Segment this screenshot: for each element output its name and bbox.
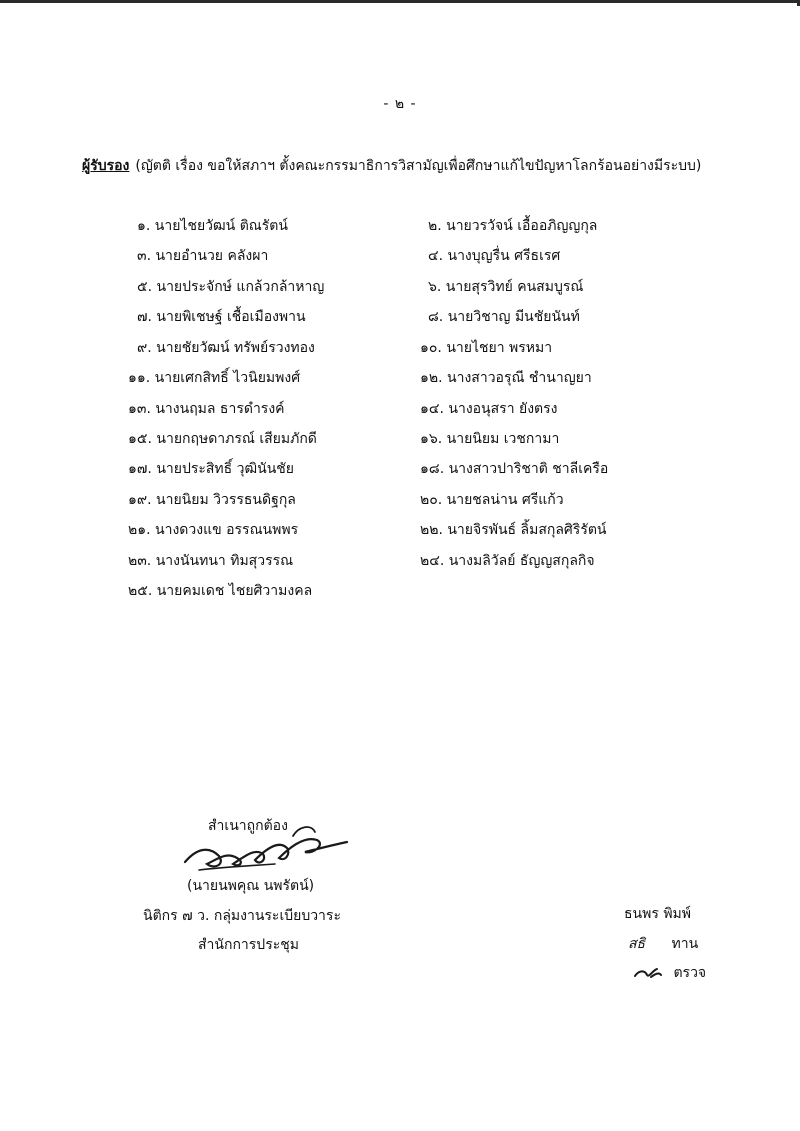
reviewer-row: [628, 933, 698, 955]
checker-row: [633, 962, 706, 984]
checker-initial-mark: [633, 966, 663, 980]
signer-item: ๒. นายวรวัจน์ เอื้ออภิญญกุล: [428, 218, 598, 234]
signer-item: ๑๙. นายนิยม วิวรรธนดิฐกุล: [128, 492, 296, 508]
typist-note: ธนพร พิมพ์: [624, 906, 691, 922]
signer-item: ๒๑. นางดวงแข อรรณนพพร: [128, 522, 299, 538]
signer-item: ๑. นายไชยวัฒน์ ติณรัตน์: [137, 218, 288, 234]
signer-item: ๑๒. นางสาวอรุณี ชำนาญยา: [420, 370, 592, 386]
signer-item: ๑๕. นายกฤษดาภรณ์ เสียมภักดี: [128, 431, 317, 447]
reviewer-initial: สธิ: [628, 936, 646, 952]
signer-item: ๔. นางบุญรื่น ศรีธเรศ: [428, 248, 561, 264]
reviewer-action: ทาน: [671, 936, 699, 952]
certifier-name: (นายนพคุณ นพรัตน์): [187, 878, 315, 894]
signer-item: ๑๘. นางสาวปาริชาติ ชาลีเครือ: [420, 461, 609, 477]
signer-item: ๒๐. นายชลน่าน ศรีแก้ว: [420, 492, 564, 508]
header-label: ผู้รับรอง: [82, 158, 130, 174]
checker-action: ตรวจ: [673, 965, 707, 981]
header-text: (ญัตติ เรื่อง ขอให้สภาฯ ตั้งคณะกรรมาธิการวิสามัญเพื่อศึกษาแก้ไขปัญหาโลกร้อนอย่างมีระบบ): [135, 158, 702, 174]
signer-item: ๘. นายวิชาญ มีนชัยนันท์: [428, 309, 580, 325]
signer-item: ๒๒. นายจิรพันธ์ ลิ้มสกุลศิริรัตน์: [420, 522, 607, 538]
signer-item: ๑๗. นายประสิทธิ์ วุฒินันชัย: [128, 461, 294, 477]
signer-item: ๒๕. นายคมเดช ไชยศิวามงคล: [128, 583, 313, 599]
handwritten-signature: [175, 818, 355, 882]
header-line: [82, 155, 772, 177]
signer-item: ๑๐. นายไชยา พรหมา: [420, 340, 553, 356]
signer-item: ๒๓. นางนันทนา ทิมสุวรรณ: [128, 553, 294, 569]
scan-edge-top: [0, 0, 800, 3]
signer-item: ๑๔. นางอนุสรา ยังตรง: [420, 401, 558, 417]
certified-copy-label: สำเนาถูกต้อง: [208, 818, 288, 834]
certifier-office: สำนักการประชุม: [198, 937, 299, 953]
signer-item: ๖. นายสุรวิทย์ คนสมบูรณ์: [428, 279, 584, 295]
signer-item: ๒๔. นางมลิวัลย์ ธัญญสกุลกิจ: [420, 553, 595, 569]
signer-item: ๑๓. นางนฤมล ธารดำรงค์: [128, 401, 285, 417]
signer-item: ๙. นายชัยวัฒน์ ทรัพย์รวงทอง: [137, 340, 315, 356]
certifier-position: นิติกร ๗ ว. กลุ่มงานระเบียบวาระ: [143, 908, 341, 924]
signer-item: ๑๖. นายนิยม เวชกามา: [420, 431, 560, 447]
signer-item: ๓. นายอำนวย คลังผา: [137, 248, 269, 264]
signer-item: ๕. นายประจักษ์ แกล้วกล้าหาญ: [137, 279, 325, 295]
signer-item: ๑๑. นายเศกสิทธิ์ ไวนิยมพงศ์: [128, 370, 301, 386]
signer-item: ๗. นายพิเชษฐ์ เชื้อเมืองพาน: [137, 309, 306, 325]
page-number: - ๒ -: [383, 96, 417, 112]
